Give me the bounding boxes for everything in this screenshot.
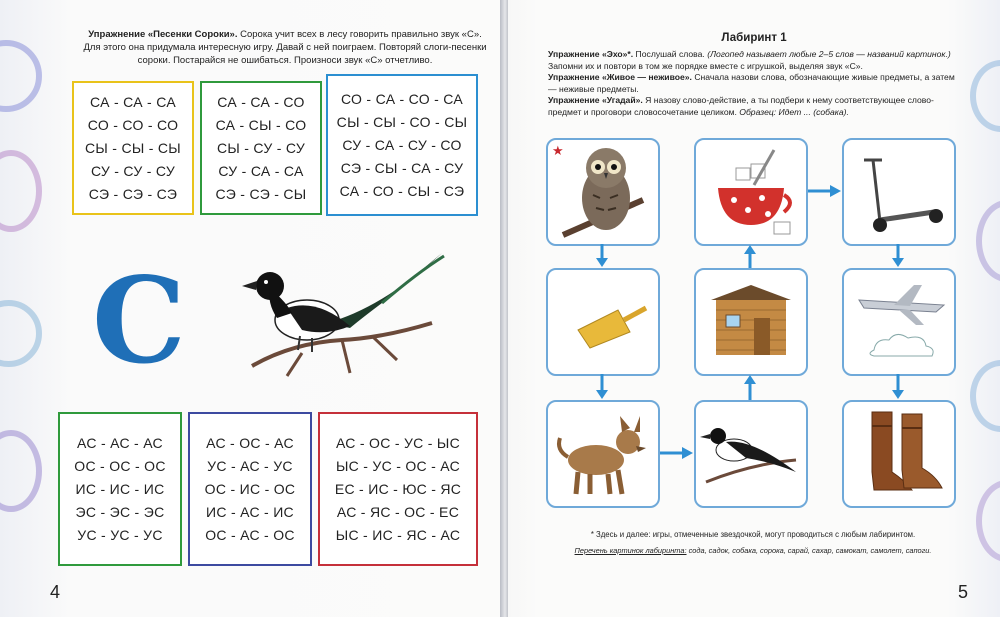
syllable-line: СО - СО - СО <box>87 116 179 133</box>
syllable-line: УС - УС - УС <box>77 526 163 543</box>
picture-card-scoop <box>546 268 660 376</box>
syllable-line: СУ - СА - СУ - СО <box>342 136 462 153</box>
exercise-alive: Упражнение «Живое — неживое». Сначала назови слова, обозначающие живые предметы, а затем — неживые предметы. <box>548 72 955 94</box>
decorative-swirl <box>970 360 1000 432</box>
picture-card-sugar-bowl <box>694 138 808 246</box>
syllable-box <box>326 74 478 216</box>
page-number: 4 <box>50 582 61 602</box>
arrow-right-icon <box>808 184 842 198</box>
sugar-bowl-picture <box>696 140 806 244</box>
syllable-box <box>200 81 322 215</box>
arrow-up-icon <box>743 374 757 400</box>
labyrinth-title: Лабиринт 1 <box>721 32 787 44</box>
syllable-line: СЭ - СЫ - СА - СУ <box>340 159 464 176</box>
syllable-line: ЭС - ЭС - ЭС <box>75 503 165 520</box>
arrow-up-icon <box>743 244 757 268</box>
arrow-right-icon <box>660 446 694 460</box>
decorative-swirl <box>976 480 1000 562</box>
syllable-line: СА - СО - СЫ - СЭ <box>339 182 465 199</box>
syllable-line: СЫ - СЫ - СО - СЫ <box>336 113 468 130</box>
syllable-line: ЫС - УС - ОС - АС <box>335 457 461 474</box>
syllable-box <box>72 81 194 215</box>
picture-card-dog <box>546 400 660 508</box>
scoop-picture <box>548 270 658 374</box>
syllable-line: ИС - ИС - ИС <box>75 480 165 497</box>
page-number: 5 <box>957 582 968 602</box>
magpie-picture <box>696 402 806 506</box>
syllable-line: ОС - АС - ОС <box>205 526 295 543</box>
syllable-line: АС - АС - АС <box>77 434 163 451</box>
arrow-down-icon <box>595 374 609 400</box>
footnote: * Здесь и далее: игры, отмеченные звездочкой, могут проводиться с любым лабиринтом. <box>590 530 916 539</box>
syllable-line: СУ - СУ - СУ <box>90 162 176 179</box>
dog-picture <box>548 402 658 506</box>
syllable-line: АС - ОС - УС - ЫС <box>335 434 461 451</box>
syllable-line: ИС - АС - ИС <box>206 503 294 520</box>
exercise-instructions <box>548 49 958 119</box>
syllable-line: АС - ОС - АС <box>206 434 294 451</box>
syllable-line: ОС - ИС - ОС <box>204 480 296 497</box>
decorative-swirl <box>970 60 1000 132</box>
picture-list: Перечень картинок лабиринта: сода, садок, собака, сорока, сарай, сахар, самокат, самолет, сапоги. <box>574 546 932 555</box>
exercise-echo: Упражнение «Эхо»*. Послушай слова. (Логопед называет любые 2–5 слов — названий картинок.) Запомни их и повтори в том же порядке вместе с игрушкой, выделяя звук «С». <box>548 49 951 71</box>
right-page <box>508 0 1000 617</box>
syllable-line: СО - СА - СО - СА <box>340 90 464 107</box>
syllable-line: СУ - СА - СА <box>218 162 304 179</box>
picture-card-scooter <box>842 138 956 246</box>
owl-picture <box>548 140 658 244</box>
arrow-down-icon <box>891 374 905 400</box>
syllable-line: АС - ЯС - ОС - ЕС <box>336 503 460 520</box>
picture-card-magpie <box>694 400 808 508</box>
decorative-swirl <box>0 40 42 112</box>
magpie-illustration <box>232 248 452 383</box>
boots-picture <box>844 402 954 506</box>
syllable-box <box>188 412 312 566</box>
picture-card-airplane <box>842 268 956 376</box>
syllable-box <box>58 412 182 566</box>
decorative-swirl <box>0 300 42 367</box>
syllable-line: СА - СА - СА <box>90 93 176 110</box>
syllable-line: СЫ - СУ - СУ <box>216 139 306 156</box>
syllable-line: СЭ - СЭ - СЫ <box>215 185 307 202</box>
intro-text: Упражнение «Песенки Сороки». Сорока учит всех в лесу говорить правильно звук «С». Для этого она придумала интересную игру. Давай с ней поиграем. Повторяй слоги-песенки сороки. Постарайся не ошибаться. Произноси звук «С» отчетливо. <box>83 29 487 66</box>
decorative-swirl <box>0 150 42 232</box>
syllable-line: СЫ - СЫ - СЫ <box>85 139 181 156</box>
syllable-line: СА - СА - СО <box>217 93 305 110</box>
syllable-line: СЭ - СЭ - СЭ <box>88 185 178 202</box>
syllable-box <box>318 412 478 566</box>
arrow-down-icon <box>595 244 609 268</box>
star-icon: ★ <box>552 143 564 158</box>
syllable-line: ЫС - ИС - ЯС - АС <box>335 526 461 543</box>
scooter-picture <box>844 140 954 244</box>
exercise-guess: Упражнение «Угадай». Я назову слово-действие, а ты подбери к нему соответствующее слово-предмет и проговори словосочетание целиком. Образец: Идет ... (собака). <box>548 95 934 117</box>
barn-picture <box>696 270 806 374</box>
big-letter: С <box>92 251 186 390</box>
picture-card-boots <box>842 400 956 508</box>
syllable-line: ОС - ОС - ОС <box>74 457 166 474</box>
picture-card-owl <box>546 138 660 246</box>
syllable-line: ЕС - ИС - ЮС - ЯС <box>334 480 462 497</box>
syllable-line: УС - АС - УС <box>207 457 293 474</box>
decorative-swirl <box>0 430 42 512</box>
decorative-swirl <box>976 200 1000 282</box>
airplane-picture <box>844 270 954 374</box>
picture-card-barn <box>694 268 808 376</box>
arrow-down-icon <box>891 244 905 268</box>
syllable-line: СА - СЫ - СО <box>215 116 307 133</box>
